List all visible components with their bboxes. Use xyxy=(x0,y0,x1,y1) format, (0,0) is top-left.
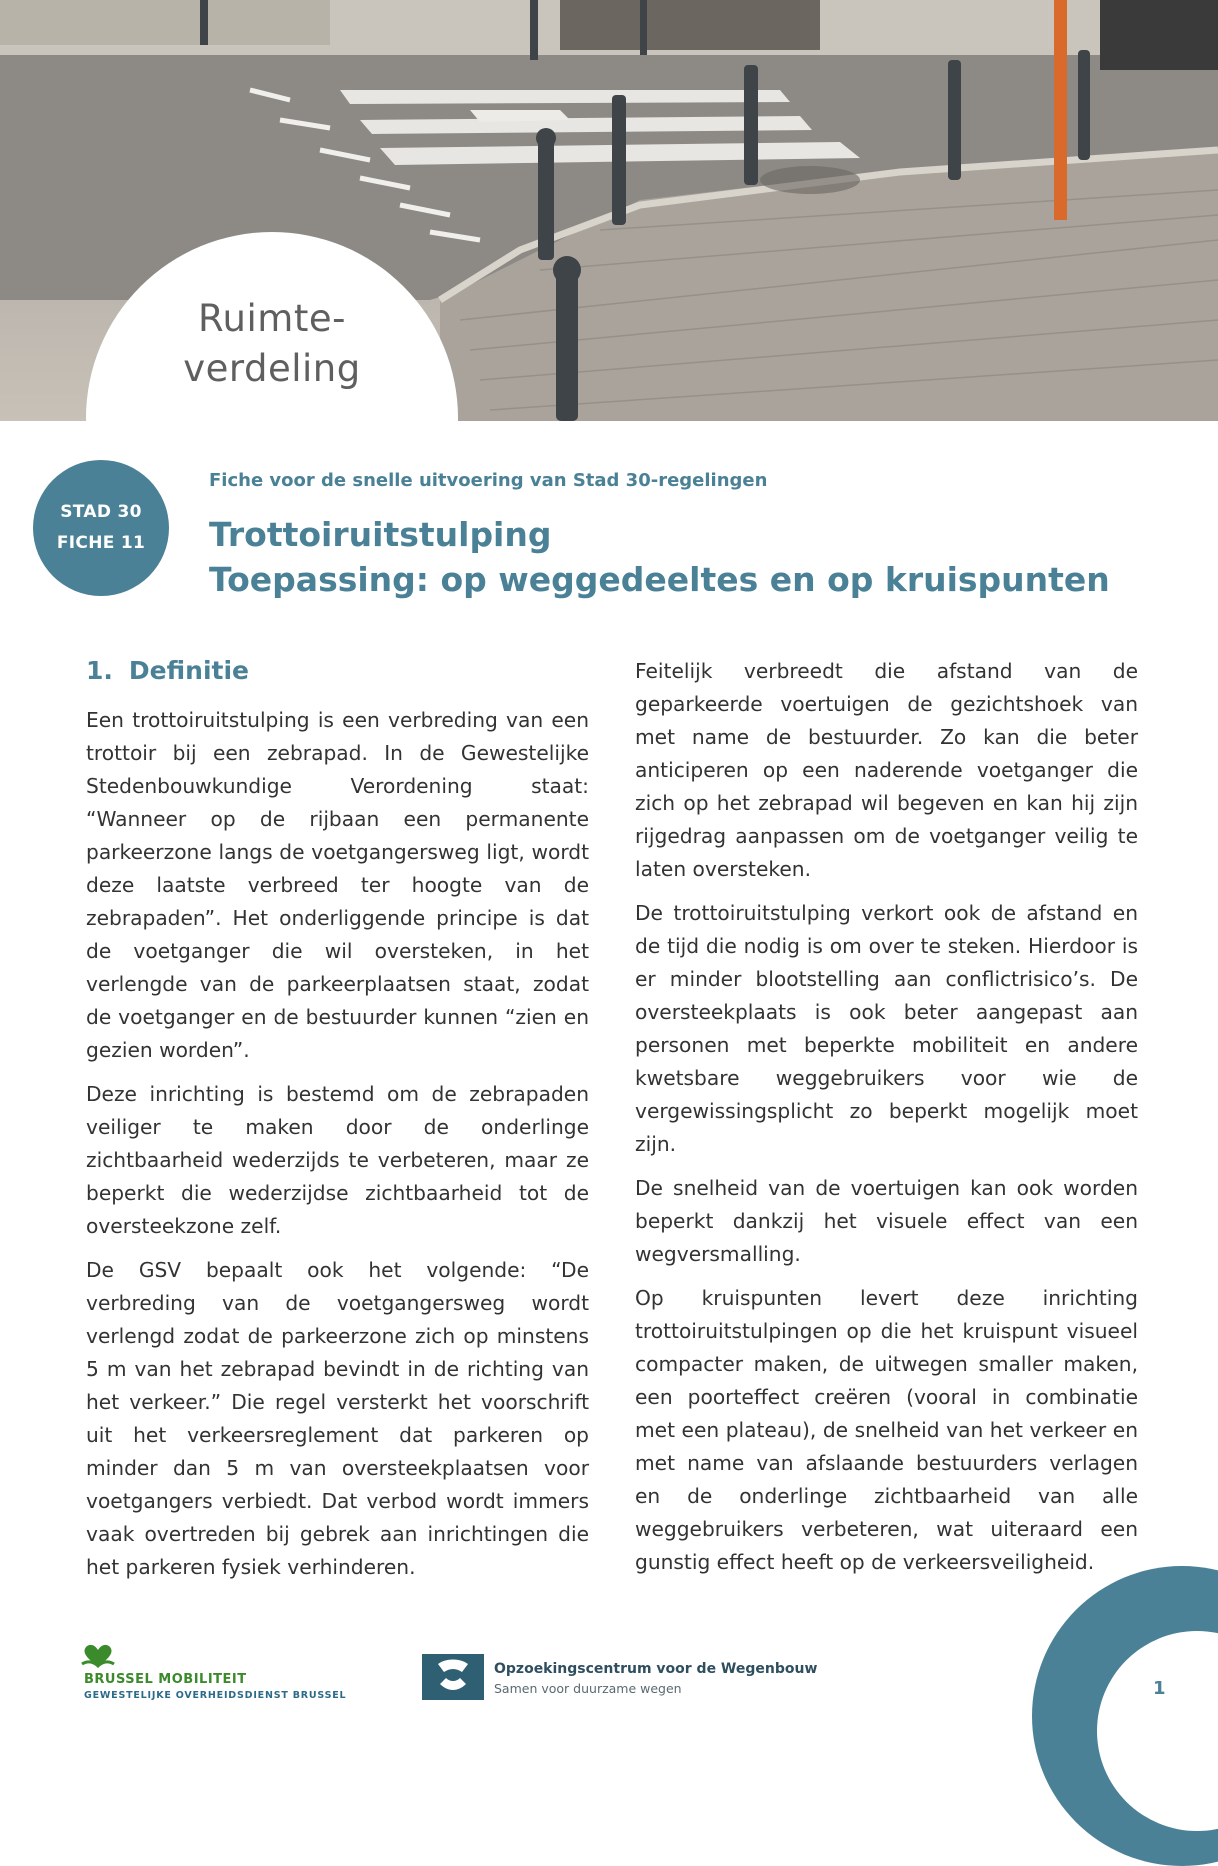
paragraph: De GSV bepaalt ook het volgende: “De verbreding van de voetgangersweg wordt verlengd zodat de parkeerzone zich op minstens 5 m van het zebrapad bevindt in de richting van het verkeer.” Die regel versterkt het voorschrift uit het verkeersreglement dat parkeren op minder dan 5 m van oversteekplaatsen voor voetgangers verbiedt. Dat verbod wordt immers vaak overtreden bij gebrek aan inrichtingen die het parkeren fysiek verhinderen. xyxy=(86,1258,589,1579)
paragraph: Op kruispunten levert deze inrichting trottoiruitstulpingen op die het kruispunt visueel compacter maken, de uitwegen smaller maken, een poorteffect creëren (vooral in combinatie met een plateau), de snelheid van het verkeer en met name van afslaande bestuurders verlagen en de onderlinge zichtbaarheid van alle weggebruikers verbeteren, wat uiteraard een gunstig effect heeft op de verkeersveiligheid. xyxy=(635,1286,1138,1574)
brussel-mobiliteit-logo-icon xyxy=(78,1640,118,1670)
category-line-1: Ruimte- xyxy=(198,297,346,340)
paragraph: Deze inrichting is bestemd om de zebrapaden veiliger te maken door de onderlinge zichtbaarheid wederzijds te verbeteren, maar ze beperkt die wederzijdse zichtbaarheid tot de oversteekzone zelf. xyxy=(86,1082,589,1238)
brussel-mobiliteit-subtitle: GEWESTELIJKE OVERHEIDSDIENST BRUSSEL xyxy=(84,1690,347,1701)
paragraph: Feitelijk verbreedt die afstand van de geparkeerde voertuigen de gezichtshoek van met name de bestuurder. Zo kan die beter anticiperen op een naderende voetganger die zich op het zebrapad wil begeven en kan hij zijn rijgedrag aanpassen om de voetganger veilig te laten oversteken. xyxy=(635,659,1138,881)
ocw-subtitle: Samen voor duurzame wegen xyxy=(494,1681,682,1696)
stad30-badge xyxy=(33,460,169,596)
section-heading xyxy=(86,656,249,685)
category-label xyxy=(86,294,458,394)
page-subtitle: Fiche voor de snelle uitvoering van Stad 30-regelingen xyxy=(209,470,768,491)
right-column xyxy=(635,655,1138,1590)
brussel-mobiliteit-name: BRUSSEL MOBILITEIT xyxy=(84,1672,247,1687)
badge-line-1: STAD 30 xyxy=(60,502,142,522)
section-number: 1. xyxy=(86,656,113,685)
paragraph: De trottoiruitstulping verkort ook de afstand en de tijd die nodig is om over te steken. Hierdoor is er minder blootstelling aan conflictrisico’s. De oversteekplaats is ook beter aangepast aan personen met beperkte mobiliteit en andere kwetsbare weggebruikers voor wie de vergewissingsplicht zo beperkt mogelijk moet zijn. xyxy=(635,901,1138,1156)
page-number: 1 xyxy=(1153,1678,1166,1699)
title-line-1: Trottoiruitstulping xyxy=(209,515,552,554)
title-line-2: Toepassing: op weggedeeltes en op kruispunten xyxy=(209,560,1110,599)
section-title: Definitie xyxy=(128,656,249,685)
category-line-2: verdeling xyxy=(183,347,361,390)
paragraph: Een trottoiruitstulping is een verbreding van een trottoir bij een zebrapad. In de Gewestelijke Stedenbouwkundige Verordening staat: “Wanneer op de rijbaan een permanente parkeerzone langs de voetgangersweg ligt, wordt deze laatste verbreed ter hoogte van de zebrapaden”. Het onderliggende principe is dat de voetganger die wil oversteken, in het verlengde van de parkeerplaatsen staat, zodat de voetganger en de bestuurder kunnen “zien en gezien worden”. xyxy=(86,708,589,1062)
ocw-logo-icon xyxy=(422,1654,484,1700)
badge-line-2: FICHE 11 xyxy=(56,533,146,553)
left-column xyxy=(86,704,589,1595)
paragraph: De snelheid van de voertuigen kan ook worden beperkt dankzij het visuele effect van een wegversmalling. xyxy=(635,1176,1138,1266)
page-title xyxy=(209,512,1110,602)
ocw-name: Opzoekingscentrum voor de Wegenbouw xyxy=(494,1661,818,1677)
